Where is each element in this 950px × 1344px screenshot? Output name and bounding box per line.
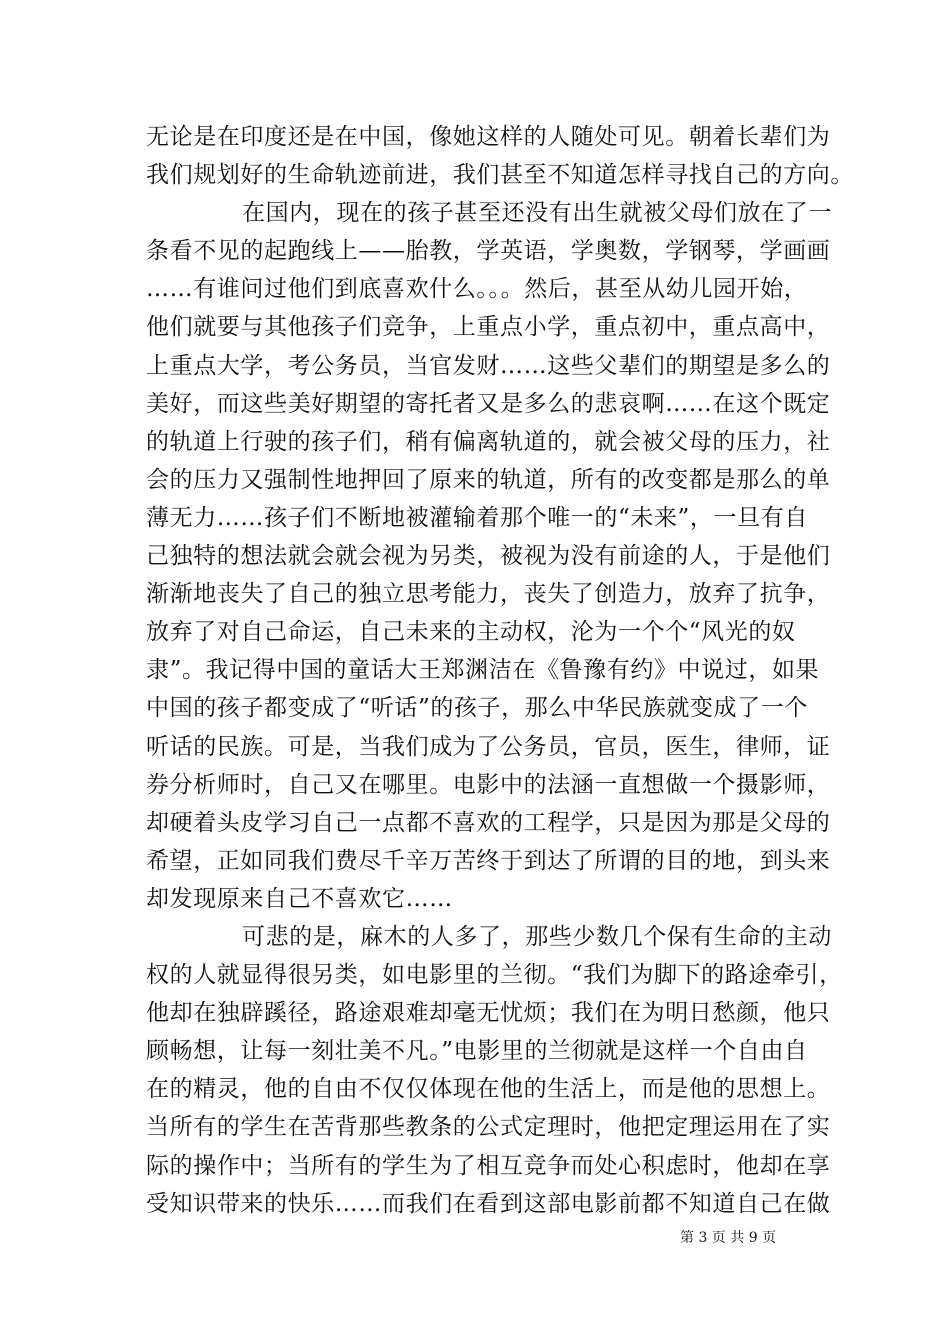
text-line: 薄无力……孩子们不断地被灌输着那个唯一的“未来”，一旦有自 — [146, 504, 808, 531]
text-line: 己独特的想法就会就会视为另类，被视为没有前途的人，于是他们 — [146, 543, 831, 570]
text-line: 的轨道上行驶的孩子们，稍有偏离轨道的，就会被父母的压力，社 — [146, 428, 831, 455]
text-line: 会的压力又强制性地押回了原来的轨道，所有的改变都是那么的单 — [146, 466, 831, 493]
body-text — [146, 118, 854, 1223]
text-line: 听话的民族。可是，当我们成为了公务员，官员，医生，律师，证 — [146, 733, 831, 760]
text-line: 美好，而这些美好期望的寄托者又是多么的悲哀啊……在这个既定 — [146, 390, 831, 417]
text-line: 券分析师时，自己又在哪里。电影中的法涵一直想做一个摄影师， — [146, 771, 831, 798]
text-line: 上重点大学，考公务员，当官发财……这些父辈们的期望是多么的 — [146, 352, 831, 379]
text-line: 顾畅想，让每一刻壮美不凡。”电影里的兰彻就是这样一个自由自 — [146, 1038, 808, 1065]
text-line: 他却在独辟蹊径，路途艰难却毫无忧烦；我们在为明日愁颜，他只 — [146, 1000, 831, 1027]
paragraph-start-line: 可悲的是，麻木的人多了，那些少数几个保有生命的主动 — [242, 923, 832, 950]
text-line: 希望，正如同我们费尽千辛万苦终于到达了所谓的目的地，到头来 — [146, 847, 831, 874]
text-line: ……有谁问过他们到底喜欢什么。。。然后，甚至从幼儿园开始， — [146, 276, 808, 303]
text-line: 他们就要与其他孩子们竞争，上重点小学，重点初中，重点高中， — [146, 314, 831, 341]
text-line: 放弃了对自己命运，自己未来的主动权，沦为一个个“风光的奴 — [146, 619, 796, 646]
text-line: 受知识带来的快乐……而我们在看到这部电影前都不知道自己在做 — [146, 1190, 831, 1217]
page-number-footer: 第 3 页 共 9 页 — [680, 1230, 777, 1246]
text-line: 权的人就显得很另类，如电影里的兰彻。“我们为脚下的路途牵引， — [146, 962, 843, 989]
text-line: 渐渐地丧失了自己的独立思考能力，丧失了创造力，放弃了抗争， — [146, 581, 831, 608]
text-line: 际的操作中；当所有的学生为了相互竞争而处心积虑时，他却在享 — [146, 1152, 831, 1179]
text-line: 却发现原来自己不喜欢它…… — [146, 885, 453, 912]
paragraph-start-line: 在国内，现在的孩子甚至还没有出生就被父母们放在了一 — [242, 200, 832, 227]
text-line: 隶”。我记得中国的童话大王郑渊洁在《鲁豫有约》中说过，如果 — [146, 657, 820, 684]
text-line: 我们规划好的生命轨迹前进，我们甚至不知道怎样寻找自己的方向。 — [146, 162, 854, 189]
text-line: 在的精灵，他的自由不仅仅体现在他的生活上，而是他的思想上。 — [146, 1076, 831, 1103]
text-line: 中国的孩子都变成了“听话”的孩子，那么中华民族就变成了一个 — [146, 695, 808, 722]
text-line: 却硬着头皮学习自己一点都不喜欢的工程学，只是因为那是父母的 — [146, 809, 831, 836]
text-line: 条看不见的起跑线上——胎教，学英语，学奥数，学钢琴，学画画 — [146, 238, 831, 265]
text-line: 当所有的学生在苦背那些教条的公式定理时，他把定理运用在了实 — [146, 1114, 831, 1141]
text-line: 无论是在印度还是在中国，像她这样的人随处可见。朝着长辈们为 — [146, 124, 831, 150]
